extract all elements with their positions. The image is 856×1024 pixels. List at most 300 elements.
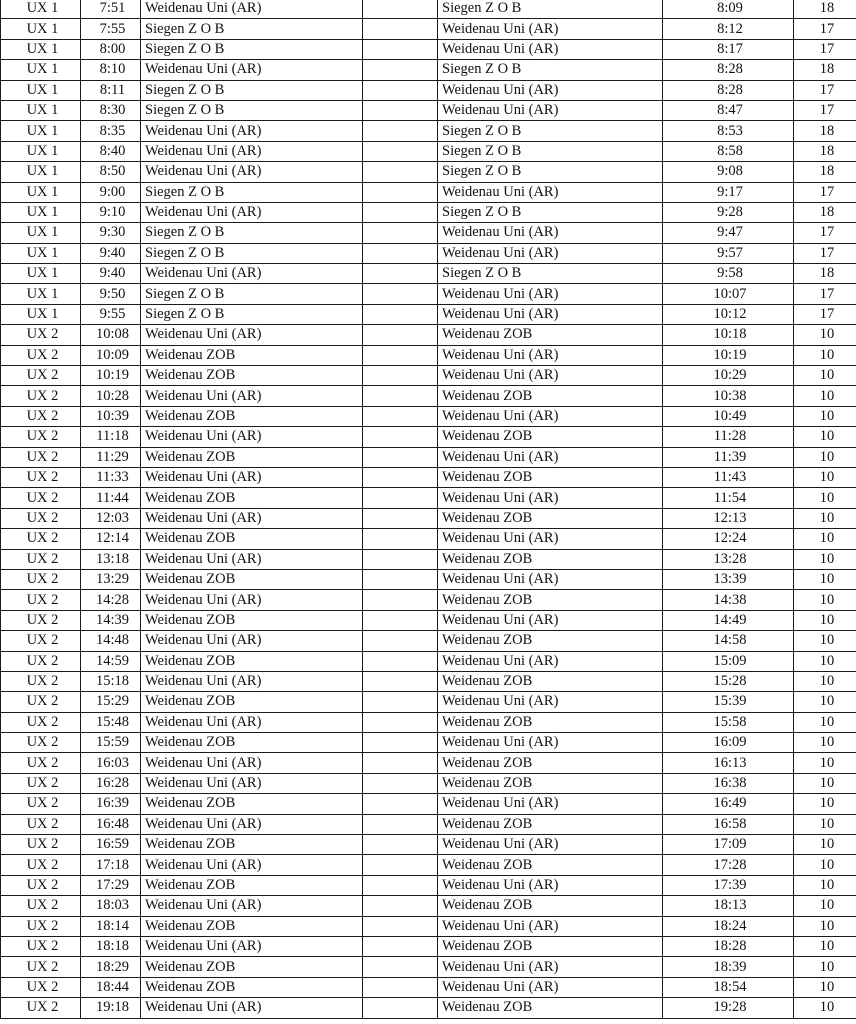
destination-stop-cell: Weidenau Uni (AR) (438, 345, 663, 365)
line-cell: UX 2 (1, 671, 81, 691)
duration-minutes-cell: 10 (794, 345, 856, 365)
origin-stop-cell: Weidenau Uni (AR) (141, 202, 363, 222)
origin-stop-cell: Weidenau Uni (AR) (141, 121, 363, 141)
empty-cell (363, 386, 438, 406)
table-row (1, 671, 856, 691)
table-row (1, 447, 856, 467)
line-cell: UX 1 (1, 121, 81, 141)
line-cell: UX 1 (1, 162, 81, 182)
table-row (1, 631, 856, 651)
departure-time-cell: 17:29 (81, 875, 141, 895)
arrival-time-cell: 16:09 (663, 733, 794, 753)
origin-stop-cell: Weidenau ZOB (141, 529, 363, 549)
destination-stop-cell: Weidenau Uni (AR) (438, 39, 663, 59)
origin-stop-cell: Weidenau ZOB (141, 835, 363, 855)
origin-stop-cell: Weidenau ZOB (141, 957, 363, 977)
table-row (1, 712, 856, 732)
empty-cell (363, 549, 438, 569)
table-row (1, 936, 856, 956)
line-cell: UX 1 (1, 284, 81, 304)
table-row (1, 835, 856, 855)
departure-time-cell: 11:33 (81, 467, 141, 487)
line-cell: UX 2 (1, 651, 81, 671)
empty-cell (363, 875, 438, 895)
table-row (1, 182, 856, 202)
line-cell: UX 2 (1, 488, 81, 508)
line-cell: UX 2 (1, 855, 81, 875)
table-row (1, 692, 856, 712)
destination-stop-cell: Siegen Z O B (438, 60, 663, 80)
origin-stop-cell: Weidenau Uni (AR) (141, 508, 363, 528)
origin-stop-cell: Siegen Z O B (141, 223, 363, 243)
origin-stop-cell: Weidenau ZOB (141, 692, 363, 712)
empty-cell (363, 223, 438, 243)
empty-cell (363, 814, 438, 834)
duration-minutes-cell: 18 (794, 202, 856, 222)
origin-stop-cell: Weidenau ZOB (141, 875, 363, 895)
arrival-time-cell: 15:28 (663, 671, 794, 691)
duration-minutes-cell: 10 (794, 814, 856, 834)
duration-minutes-cell: 17 (794, 243, 856, 263)
table-row (1, 957, 856, 977)
line-cell: UX 1 (1, 80, 81, 100)
table-row (1, 80, 856, 100)
duration-minutes-cell: 10 (794, 957, 856, 977)
line-cell: UX 2 (1, 447, 81, 467)
destination-stop-cell: Weidenau Uni (AR) (438, 223, 663, 243)
line-cell: UX 2 (1, 569, 81, 589)
origin-stop-cell: Siegen Z O B (141, 100, 363, 120)
line-cell: UX 1 (1, 141, 81, 161)
destination-stop-cell: Weidenau ZOB (438, 325, 663, 345)
departure-time-cell: 7:55 (81, 19, 141, 39)
empty-cell (363, 427, 438, 447)
empty-cell (363, 100, 438, 120)
destination-stop-cell: Weidenau Uni (AR) (438, 875, 663, 895)
origin-stop-cell: Weidenau Uni (AR) (141, 325, 363, 345)
origin-stop-cell: Siegen Z O B (141, 19, 363, 39)
duration-minutes-cell: 10 (794, 671, 856, 691)
line-cell: UX 2 (1, 753, 81, 773)
departure-time-cell: 13:18 (81, 549, 141, 569)
destination-stop-cell: Weidenau ZOB (438, 386, 663, 406)
empty-cell (363, 957, 438, 977)
line-cell: UX 2 (1, 325, 81, 345)
line-cell: UX 2 (1, 875, 81, 895)
duration-minutes-cell: 10 (794, 488, 856, 508)
departure-time-cell: 16:48 (81, 814, 141, 834)
empty-cell (363, 141, 438, 161)
arrival-time-cell: 18:54 (663, 977, 794, 997)
table-row (1, 549, 856, 569)
arrival-time-cell: 8:12 (663, 19, 794, 39)
table-row (1, 162, 856, 182)
arrival-time-cell: 16:49 (663, 794, 794, 814)
departure-time-cell: 16:59 (81, 835, 141, 855)
origin-stop-cell: Weidenau ZOB (141, 345, 363, 365)
empty-cell (363, 406, 438, 426)
destination-stop-cell: Weidenau Uni (AR) (438, 304, 663, 324)
duration-minutes-cell: 18 (794, 141, 856, 161)
line-cell: UX 2 (1, 896, 81, 916)
departure-time-cell: 16:03 (81, 753, 141, 773)
arrival-time-cell: 8:28 (663, 80, 794, 100)
arrival-time-cell: 16:58 (663, 814, 794, 834)
departure-time-cell: 8:11 (81, 80, 141, 100)
departure-time-cell: 15:48 (81, 712, 141, 732)
departure-time-cell: 19:18 (81, 998, 141, 1018)
origin-stop-cell: Weidenau ZOB (141, 569, 363, 589)
line-cell: UX 2 (1, 936, 81, 956)
departure-time-cell: 11:44 (81, 488, 141, 508)
table-row (1, 916, 856, 936)
duration-minutes-cell: 17 (794, 223, 856, 243)
destination-stop-cell: Siegen Z O B (438, 264, 663, 284)
destination-stop-cell: Weidenau Uni (AR) (438, 733, 663, 753)
arrival-time-cell: 8:28 (663, 60, 794, 80)
empty-cell (363, 304, 438, 324)
table-row (1, 325, 856, 345)
table-row (1, 121, 856, 141)
destination-stop-cell: Siegen Z O B (438, 162, 663, 182)
arrival-time-cell: 9:57 (663, 243, 794, 263)
empty-cell (363, 936, 438, 956)
line-cell: UX 2 (1, 610, 81, 630)
empty-cell (363, 0, 438, 19)
line-cell: UX 2 (1, 549, 81, 569)
empty-cell (363, 467, 438, 487)
table-row (1, 569, 856, 589)
origin-stop-cell: Siegen Z O B (141, 284, 363, 304)
duration-minutes-cell: 10 (794, 631, 856, 651)
destination-stop-cell: Weidenau ZOB (438, 998, 663, 1018)
table-row (1, 427, 856, 447)
origin-stop-cell: Siegen Z O B (141, 80, 363, 100)
arrival-time-cell: 9:58 (663, 264, 794, 284)
line-cell: UX 2 (1, 366, 81, 386)
origin-stop-cell: Weidenau ZOB (141, 733, 363, 753)
table-row (1, 386, 856, 406)
duration-minutes-cell: 10 (794, 651, 856, 671)
table-row (1, 19, 856, 39)
table-row (1, 366, 856, 386)
duration-minutes-cell: 17 (794, 19, 856, 39)
departure-time-cell: 10:19 (81, 366, 141, 386)
line-cell: UX 2 (1, 406, 81, 426)
line-cell: UX 2 (1, 508, 81, 528)
destination-stop-cell: Weidenau ZOB (438, 427, 663, 447)
destination-stop-cell: Weidenau Uni (AR) (438, 529, 663, 549)
duration-minutes-cell: 18 (794, 264, 856, 284)
empty-cell (363, 508, 438, 528)
destination-stop-cell: Weidenau Uni (AR) (438, 366, 663, 386)
empty-cell (363, 80, 438, 100)
line-cell: UX 2 (1, 835, 81, 855)
line-cell: UX 1 (1, 100, 81, 120)
departure-time-cell: 9:50 (81, 284, 141, 304)
table-row (1, 284, 856, 304)
empty-cell (363, 651, 438, 671)
table-row (1, 406, 856, 426)
arrival-time-cell: 11:39 (663, 447, 794, 467)
destination-stop-cell: Weidenau ZOB (438, 508, 663, 528)
arrival-time-cell: 8:09 (663, 0, 794, 19)
line-cell: UX 1 (1, 60, 81, 80)
empty-cell (363, 977, 438, 997)
departure-time-cell: 16:39 (81, 794, 141, 814)
line-cell: UX 1 (1, 39, 81, 59)
departure-time-cell: 9:55 (81, 304, 141, 324)
table-row (1, 896, 856, 916)
destination-stop-cell: Weidenau Uni (AR) (438, 80, 663, 100)
duration-minutes-cell: 10 (794, 916, 856, 936)
duration-minutes-cell: 18 (794, 0, 856, 19)
arrival-time-cell: 10:07 (663, 284, 794, 304)
arrival-time-cell: 9:17 (663, 182, 794, 202)
duration-minutes-cell: 10 (794, 896, 856, 916)
duration-minutes-cell: 17 (794, 80, 856, 100)
departure-time-cell: 14:39 (81, 610, 141, 630)
arrival-time-cell: 14:49 (663, 610, 794, 630)
arrival-time-cell: 15:39 (663, 692, 794, 712)
table-row (1, 753, 856, 773)
arrival-time-cell: 17:28 (663, 855, 794, 875)
departure-time-cell: 18:03 (81, 896, 141, 916)
empty-cell (363, 202, 438, 222)
arrival-time-cell: 18:28 (663, 936, 794, 956)
destination-stop-cell: Weidenau ZOB (438, 671, 663, 691)
arrival-time-cell: 10:38 (663, 386, 794, 406)
duration-minutes-cell: 10 (794, 794, 856, 814)
origin-stop-cell: Weidenau ZOB (141, 447, 363, 467)
departure-time-cell: 9:00 (81, 182, 141, 202)
arrival-time-cell: 15:09 (663, 651, 794, 671)
line-cell: UX 1 (1, 223, 81, 243)
table-row (1, 773, 856, 793)
departure-time-cell: 18:29 (81, 957, 141, 977)
origin-stop-cell: Weidenau Uni (AR) (141, 814, 363, 834)
table-row (1, 998, 856, 1018)
origin-stop-cell: Weidenau ZOB (141, 366, 363, 386)
departure-time-cell: 14:48 (81, 631, 141, 651)
arrival-time-cell: 8:53 (663, 121, 794, 141)
empty-cell (363, 733, 438, 753)
origin-stop-cell: Siegen Z O B (141, 182, 363, 202)
destination-stop-cell: Weidenau Uni (AR) (438, 447, 663, 467)
destination-stop-cell: Weidenau ZOB (438, 467, 663, 487)
departure-time-cell: 8:50 (81, 162, 141, 182)
duration-minutes-cell: 10 (794, 875, 856, 895)
arrival-time-cell: 15:58 (663, 712, 794, 732)
table-row (1, 794, 856, 814)
arrival-time-cell: 9:28 (663, 202, 794, 222)
empty-cell (363, 590, 438, 610)
empty-cell (363, 60, 438, 80)
destination-stop-cell: Siegen Z O B (438, 121, 663, 141)
empty-cell (363, 162, 438, 182)
duration-minutes-cell: 10 (794, 773, 856, 793)
duration-minutes-cell: 10 (794, 977, 856, 997)
departure-time-cell: 8:10 (81, 60, 141, 80)
departure-time-cell: 18:18 (81, 936, 141, 956)
duration-minutes-cell: 17 (794, 182, 856, 202)
empty-cell (363, 19, 438, 39)
destination-stop-cell: Weidenau Uni (AR) (438, 488, 663, 508)
departure-time-cell: 9:10 (81, 202, 141, 222)
duration-minutes-cell: 10 (794, 467, 856, 487)
line-cell: UX 1 (1, 19, 81, 39)
duration-minutes-cell: 10 (794, 508, 856, 528)
duration-minutes-cell: 10 (794, 712, 856, 732)
origin-stop-cell: Siegen Z O B (141, 243, 363, 263)
line-cell: UX 2 (1, 794, 81, 814)
table-row (1, 529, 856, 549)
table-row (1, 141, 856, 161)
table-row (1, 855, 856, 875)
empty-cell (363, 712, 438, 732)
empty-cell (363, 896, 438, 916)
destination-stop-cell: Weidenau ZOB (438, 549, 663, 569)
empty-cell (363, 773, 438, 793)
origin-stop-cell: Weidenau ZOB (141, 794, 363, 814)
destination-stop-cell: Weidenau Uni (AR) (438, 651, 663, 671)
origin-stop-cell: Weidenau Uni (AR) (141, 467, 363, 487)
destination-stop-cell: Weidenau Uni (AR) (438, 100, 663, 120)
departure-time-cell: 9:30 (81, 223, 141, 243)
table-row (1, 733, 856, 753)
line-cell: UX 2 (1, 467, 81, 487)
arrival-time-cell: 18:24 (663, 916, 794, 936)
departure-time-cell: 9:40 (81, 243, 141, 263)
destination-stop-cell: Weidenau Uni (AR) (438, 19, 663, 39)
destination-stop-cell: Weidenau Uni (AR) (438, 284, 663, 304)
line-cell: UX 2 (1, 977, 81, 997)
table-row (1, 100, 856, 120)
arrival-time-cell: 11:43 (663, 467, 794, 487)
timetable-body (1, 0, 856, 1018)
duration-minutes-cell: 10 (794, 733, 856, 753)
table-row (1, 488, 856, 508)
destination-stop-cell: Weidenau Uni (AR) (438, 692, 663, 712)
origin-stop-cell: Weidenau Uni (AR) (141, 386, 363, 406)
table-row (1, 590, 856, 610)
line-cell: UX 1 (1, 243, 81, 263)
origin-stop-cell: Weidenau Uni (AR) (141, 998, 363, 1018)
origin-stop-cell: Weidenau Uni (AR) (141, 896, 363, 916)
departure-time-cell: 14:28 (81, 590, 141, 610)
departure-time-cell: 14:59 (81, 651, 141, 671)
table-row (1, 39, 856, 59)
duration-minutes-cell: 17 (794, 39, 856, 59)
origin-stop-cell: Weidenau ZOB (141, 488, 363, 508)
duration-minutes-cell: 10 (794, 447, 856, 467)
line-cell: UX 2 (1, 529, 81, 549)
line-cell: UX 1 (1, 304, 81, 324)
duration-minutes-cell: 10 (794, 366, 856, 386)
arrival-time-cell: 13:28 (663, 549, 794, 569)
departure-time-cell: 18:14 (81, 916, 141, 936)
empty-cell (363, 794, 438, 814)
origin-stop-cell: Weidenau Uni (AR) (141, 712, 363, 732)
table-row (1, 264, 856, 284)
destination-stop-cell: Weidenau Uni (AR) (438, 182, 663, 202)
duration-minutes-cell: 10 (794, 936, 856, 956)
origin-stop-cell: Weidenau Uni (AR) (141, 141, 363, 161)
destination-stop-cell: Weidenau ZOB (438, 936, 663, 956)
table-row (1, 223, 856, 243)
duration-minutes-cell: 18 (794, 60, 856, 80)
line-cell: UX 2 (1, 998, 81, 1018)
empty-cell (363, 610, 438, 630)
origin-stop-cell: Weidenau Uni (AR) (141, 162, 363, 182)
departure-time-cell: 8:35 (81, 121, 141, 141)
table-row (1, 814, 856, 834)
table-row (1, 651, 856, 671)
duration-minutes-cell: 10 (794, 753, 856, 773)
empty-cell (363, 488, 438, 508)
table-row (1, 977, 856, 997)
origin-stop-cell: Weidenau ZOB (141, 406, 363, 426)
departure-time-cell: 15:59 (81, 733, 141, 753)
empty-cell (363, 753, 438, 773)
destination-stop-cell: Siegen Z O B (438, 202, 663, 222)
origin-stop-cell: Weidenau Uni (AR) (141, 936, 363, 956)
destination-stop-cell: Weidenau ZOB (438, 631, 663, 651)
duration-minutes-cell: 10 (794, 549, 856, 569)
duration-minutes-cell: 10 (794, 590, 856, 610)
destination-stop-cell: Weidenau ZOB (438, 773, 663, 793)
line-cell: UX 2 (1, 733, 81, 753)
empty-cell (363, 692, 438, 712)
arrival-time-cell: 10:49 (663, 406, 794, 426)
line-cell: UX 2 (1, 773, 81, 793)
arrival-time-cell: 10:18 (663, 325, 794, 345)
destination-stop-cell: Weidenau Uni (AR) (438, 977, 663, 997)
destination-stop-cell: Weidenau ZOB (438, 855, 663, 875)
line-cell: UX 1 (1, 182, 81, 202)
origin-stop-cell: Siegen Z O B (141, 39, 363, 59)
line-cell: UX 1 (1, 264, 81, 284)
line-cell: UX 2 (1, 692, 81, 712)
destination-stop-cell: Weidenau Uni (AR) (438, 916, 663, 936)
arrival-time-cell: 18:39 (663, 957, 794, 977)
empty-cell (363, 529, 438, 549)
departure-time-cell: 10:08 (81, 325, 141, 345)
departure-time-cell: 8:00 (81, 39, 141, 59)
departure-time-cell: 8:40 (81, 141, 141, 161)
empty-cell (363, 325, 438, 345)
table-row (1, 304, 856, 324)
duration-minutes-cell: 10 (794, 835, 856, 855)
table-row (1, 345, 856, 365)
empty-cell (363, 447, 438, 467)
duration-minutes-cell: 10 (794, 692, 856, 712)
empty-cell (363, 916, 438, 936)
departure-time-cell: 8:30 (81, 100, 141, 120)
line-cell: UX 1 (1, 202, 81, 222)
table-row (1, 0, 856, 19)
origin-stop-cell: Weidenau ZOB (141, 651, 363, 671)
arrival-time-cell: 16:38 (663, 773, 794, 793)
departure-time-cell: 15:29 (81, 692, 141, 712)
arrival-time-cell: 11:28 (663, 427, 794, 447)
destination-stop-cell: Siegen Z O B (438, 0, 663, 19)
duration-minutes-cell: 10 (794, 529, 856, 549)
empty-cell (363, 345, 438, 365)
line-cell: UX 2 (1, 590, 81, 610)
empty-cell (363, 39, 438, 59)
origin-stop-cell: Weidenau Uni (AR) (141, 0, 363, 19)
